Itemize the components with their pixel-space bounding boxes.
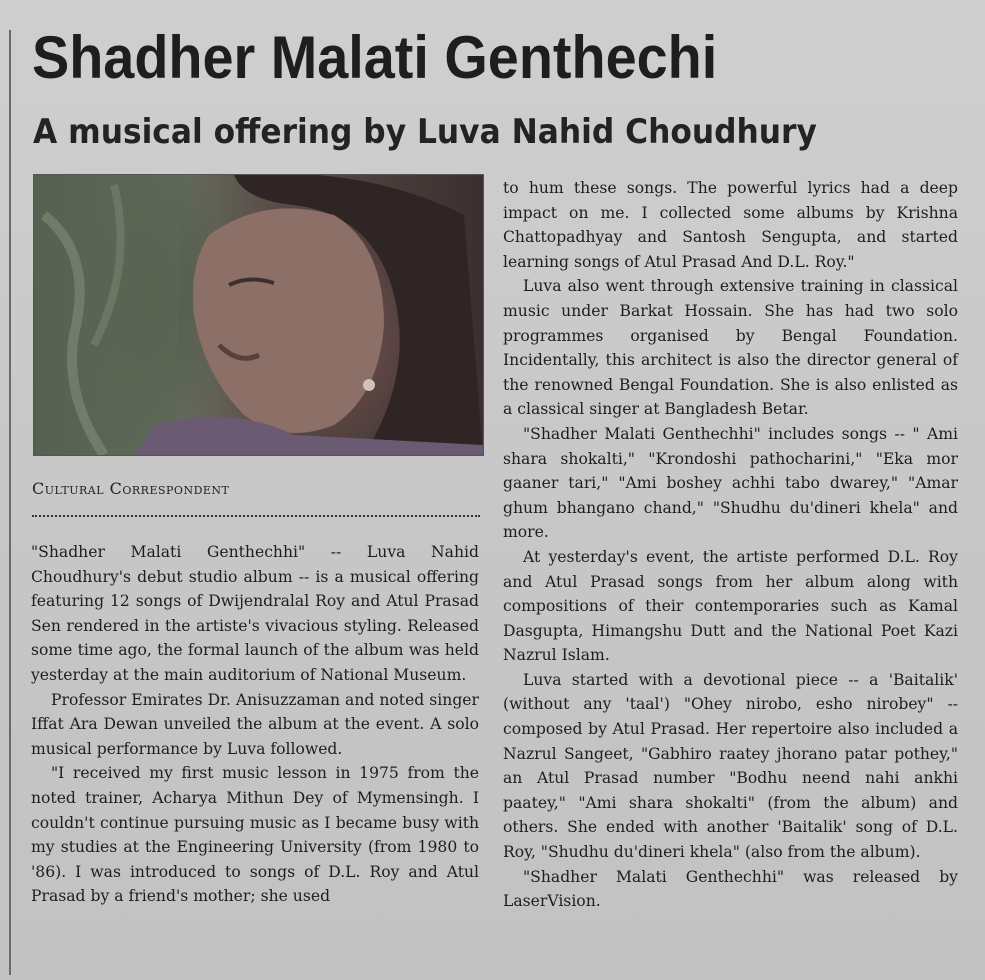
article-column-left	[31, 540, 479, 909]
headline: Shadher Malati Genthechi	[32, 24, 718, 91]
paragraph: Professor Emirates Dr. Anisuzzaman and noted singer Iffat Ara Dewan unveiled the album at the event. A solo musical performance by Luva followed.	[31, 690, 479, 758]
byline: Cultural Correspondent	[32, 479, 230, 498]
paragraph: "Shadher Malati Genthechhi" was released by LaserVision.	[503, 867, 958, 911]
paragraph: "Shadher Malati Genthechhi" includes songs -- " Ami shara shokalti," "Krondoshi pathocharini," "Eka mor gaaner tari," "Ami boshey achhi tabo dwarey," "Amar ghum bhangano chand," "Shudhu du'dineri khela" and more.	[503, 424, 958, 542]
paragraph: Luva also went through extensive training in classical music under Barkat Hossain. She has had two solo programmes organised by Bengal Foundation. Incidentally, this architect is also the director general of the renowned Bengal Foundation. She is also enlisted as a classical singer at Bangladesh Betar.	[503, 277, 958, 419]
column-rule	[9, 30, 11, 975]
article-column-right	[503, 176, 958, 914]
artist-photo	[33, 174, 484, 456]
paragraph: to hum these songs. The powerful lyrics had a deep impact on me. I collected some albums by Krishna Chattopadhyay and Santosh Sengupta, and started learning songs of Atul Prasad And D.L. Roy."	[503, 179, 958, 271]
subheadline: A musical offering by Luva Nahid Choudhury	[33, 112, 817, 152]
paragraph: At yesterday's event, the artiste performed D.L. Roy and Atul Prasad songs from her album along with compositions of their contemporaries such as Kamal Dasgupta, Himangshu Dutt and the National Poet Kazi Nazrul Islam.	[503, 547, 958, 665]
paragraph: Luva started with a devotional piece -- a 'Baitalik' (without any 'taal') "Ohey nirobo, esho nirobey" -- composed by Atul Prasad. Her repertoire also included a Nazrul Sangeet, "Gabhiro raatey jhorano patar pothey," an Atul Prasad number "Bodhu neend nahi ankhi paatey," "Ami shara shokalti" (from the album) and others. She ended with another 'Baitalik' song of D.L. Roy, "Shudhu du'dineri khela" (also from the album).	[503, 670, 958, 862]
dotted-separator	[32, 515, 480, 517]
paragraph: "Shadher Malati Genthechhi" -- Luva Nahid Choudhury's debut studio album -- is a musical offering featuring 12 songs of Dwijendralal Roy and Atul Prasad Sen rendered in the artiste's vivacious styling. Released some time ago, the formal launch of the album was held yesterday at the main auditorium of National Museum.	[31, 543, 479, 684]
paragraph: "I received my first music lesson in 1975 from the noted trainer, Acharya Mithun Dey of Mymensingh. I couldn't continue pursuing music as I became busy with my studies at the Engineering University (from 1980 to '86). I was introduced to songs of D.L. Roy and Atul Prasad by a friend's mother; she used	[31, 764, 479, 906]
